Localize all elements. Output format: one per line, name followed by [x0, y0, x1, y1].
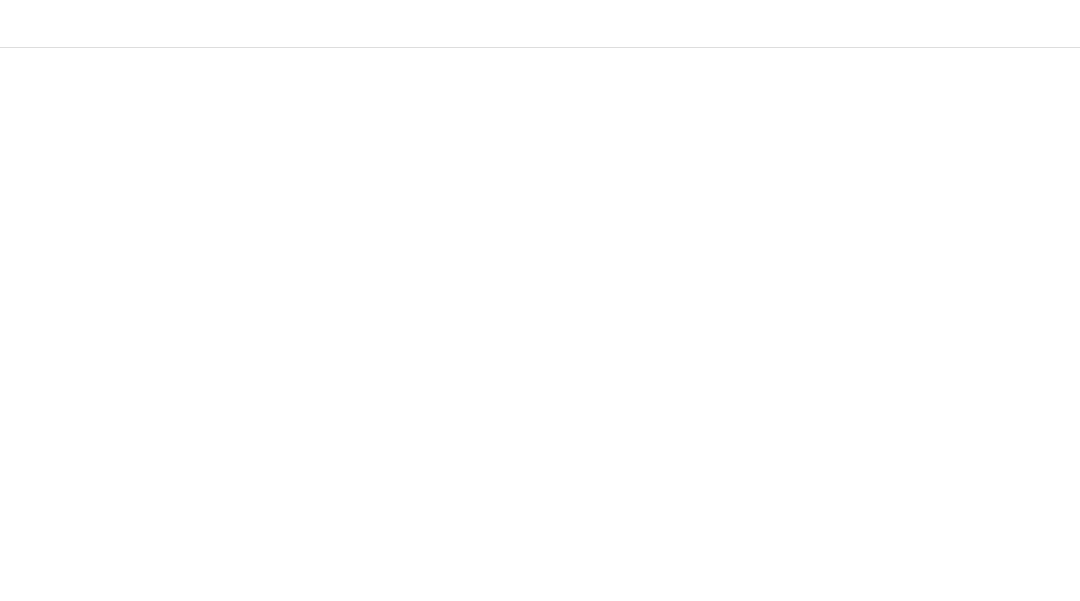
main-content [0, 48, 1080, 601]
page-header [0, 0, 1080, 48]
